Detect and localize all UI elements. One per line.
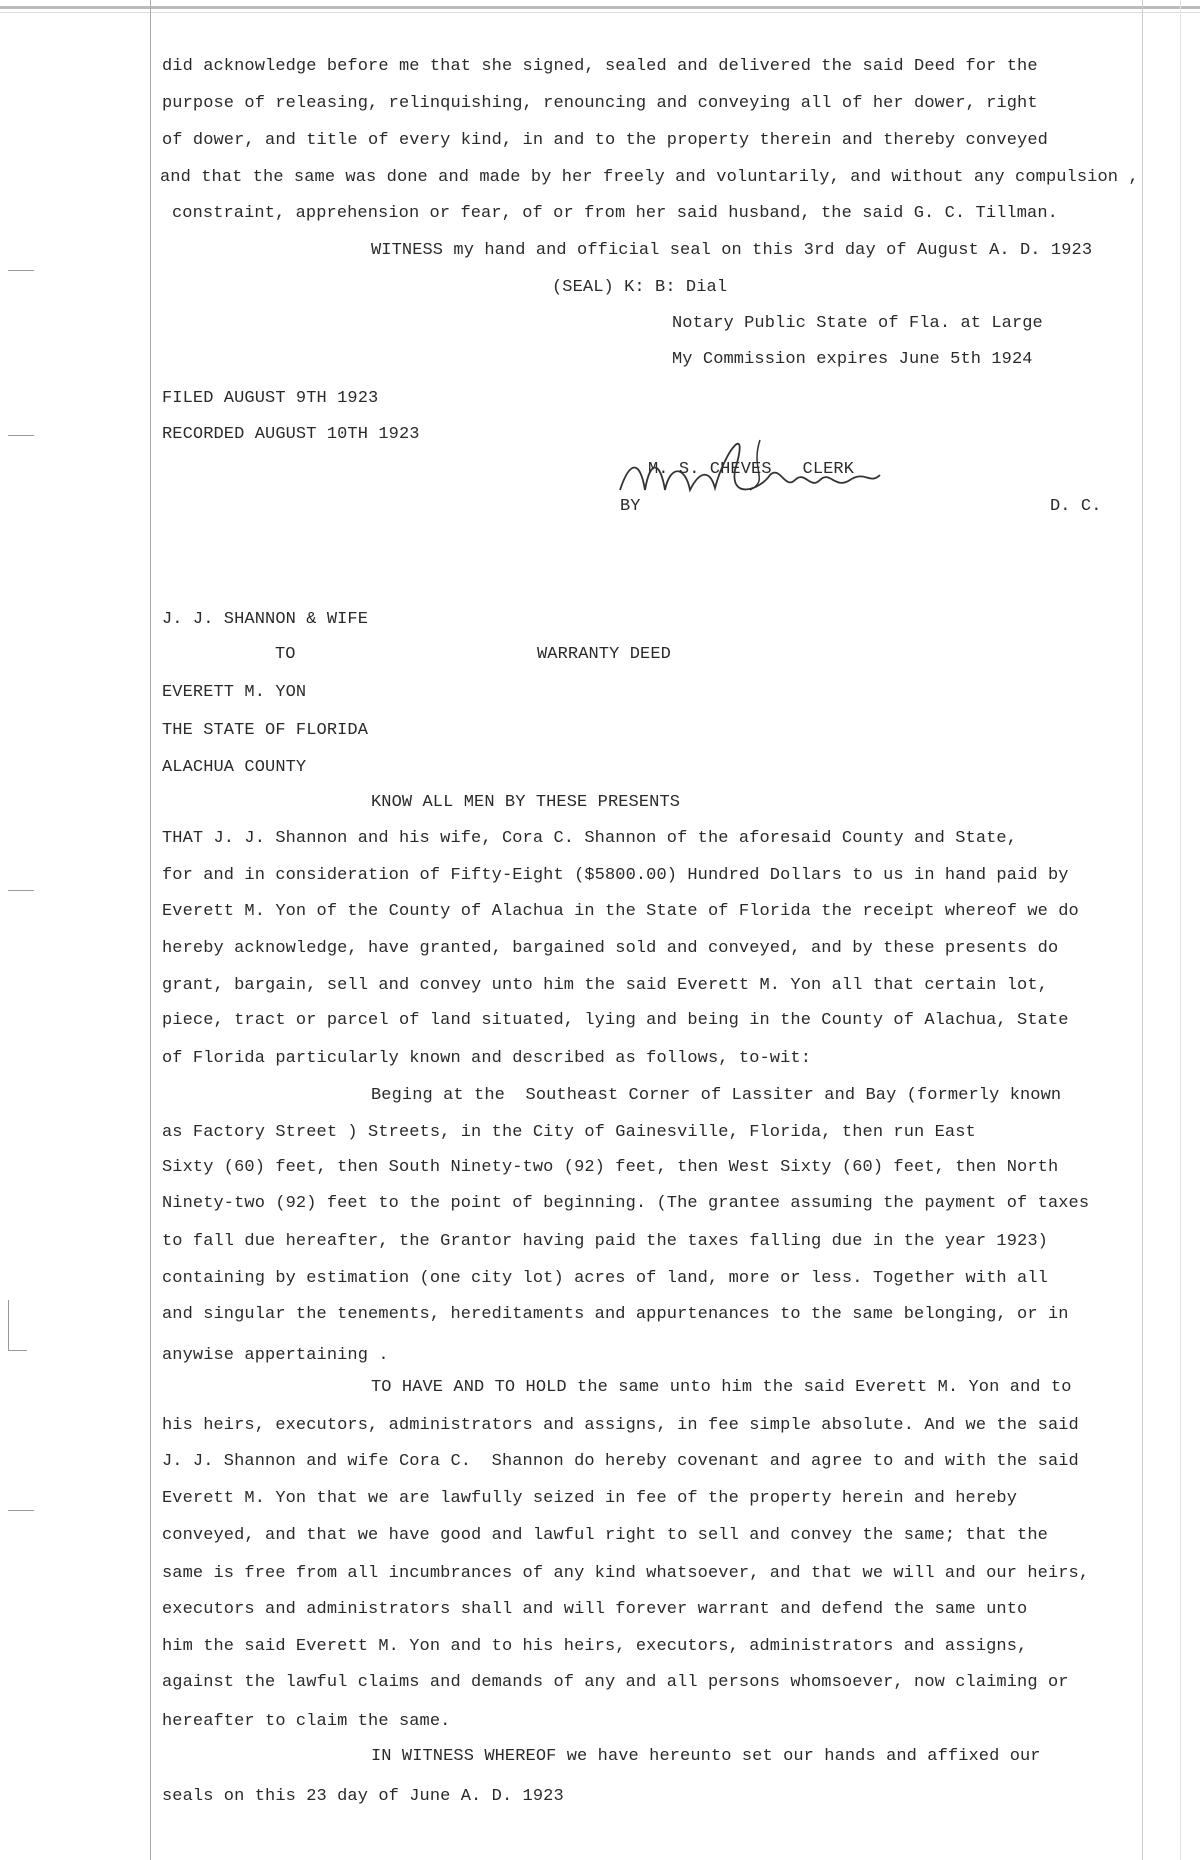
to-label: TO xyxy=(275,645,296,664)
notary-line: Notary Public State of Fla. at Large xyxy=(672,314,1043,333)
clerk-name: M. S. CHEVES CLERK xyxy=(648,460,855,479)
body-line: same is free from all incumbrances of any kind whatsoever, and that we will and our heirs, xyxy=(162,1564,1090,1583)
body-line: seals on this 23 day of June A. D. 1923 xyxy=(162,1787,564,1806)
margin-tick xyxy=(8,270,34,271)
body-line: against the lawful claims and demands of any and all persons whomsoever, now claiming or xyxy=(162,1673,1069,1692)
body-line: TO HAVE AND TO HOLD the same unto him the said Everett M. Yon and to xyxy=(371,1378,1072,1397)
county: ALACHUA COUNTY xyxy=(162,758,307,777)
deputy-clerk-label: D. C. xyxy=(1050,497,1102,516)
body-line: conveyed, and that we have good and lawful right to sell and convey the same; that the xyxy=(162,1526,1048,1545)
body-line: anywise appertaining . xyxy=(162,1346,389,1365)
state: THE STATE OF FLORIDA xyxy=(162,721,369,740)
body-line: grant, bargain, sell and convey unto him the said Everett M. Yon all that certain lot, xyxy=(162,976,1048,995)
body-line: IN WITNESS WHEREOF we have hereunto set our hands and affixed our xyxy=(371,1747,1041,1766)
top-border xyxy=(0,6,1200,9)
margin-bracket xyxy=(8,1300,27,1351)
body-line: Ninety-two (92) feet to the point of beginning. (The grantee assuming the payment of taxes xyxy=(162,1194,1090,1213)
body-line: his heirs, executors, administrators and assigns, in fee simple absolute. And we the said xyxy=(162,1416,1079,1435)
margin-tick xyxy=(8,1510,34,1511)
ack-line: of dower, and title of every kind, in and to the property therein and thereby conveyed xyxy=(162,131,1048,150)
filed-date: FILED AUGUST 9TH 1923 xyxy=(162,389,379,408)
body-line: for and in consideration of Fifty-Eight ($5800.00) Hundred Dollars to us in hand paid by xyxy=(162,866,1069,885)
body-line: hereafter to claim the same. xyxy=(162,1712,451,1731)
body-line: and singular the tenements, hereditaments and appurtenances to the same belonging, or in xyxy=(162,1305,1069,1324)
margin-tick xyxy=(8,890,34,891)
grantee: EVERETT M. YON xyxy=(162,683,307,702)
body-line: Sixty (60) feet, then South Ninety-two (92) feet, then West Sixty (60) feet, then North xyxy=(162,1158,1059,1177)
body-line: as Factory Street ) Streets, in the City of Gainesville, Florida, then run East xyxy=(162,1123,976,1142)
body-line: Everett M. Yon of the County of Alachua in the State of Florida the receipt whereof we do xyxy=(162,902,1079,921)
left-margin-line xyxy=(150,0,151,1860)
body-line: executors and administrators shall and will forever warrant and defend the same unto xyxy=(162,1600,1028,1619)
ack-line: and that the same was done and made by her freely and voluntarily, and without any compulsion , xyxy=(160,168,1139,187)
body-line: Beging at the Southeast Corner of Lassiter and Bay (formerly known xyxy=(371,1086,1062,1105)
seal-line: (SEAL) K: B: Dial xyxy=(552,278,728,297)
margin-tick xyxy=(8,435,34,436)
body-line: Everett M. Yon that we are lawfully seized in fee of the property herein and hereby xyxy=(162,1489,1018,1508)
handwritten-signature xyxy=(610,430,910,520)
grantor: J. J. SHANNON & WIFE xyxy=(162,610,369,629)
recorded-date: RECORDED AUGUST 10TH 1923 xyxy=(162,425,420,444)
ack-line: did acknowledge before me that she signed, sealed and delivered the said Deed for the xyxy=(162,57,1038,76)
body-line: THAT J. J. Shannon and his wife, Cora C. Shannon of the aforesaid County and State, xyxy=(162,829,1018,848)
body-line: hereby acknowledge, have granted, bargained sold and conveyed, and by these presents do xyxy=(162,939,1059,958)
body-line: containing by estimation (one city lot) acres of land, more or less. Together with all xyxy=(162,1269,1048,1288)
body-line: him the said Everett M. Yon and to his heirs, executors, administrators and assigns, xyxy=(162,1637,1028,1656)
deed-type: WARRANTY DEED xyxy=(537,645,671,664)
ack-line: purpose of releasing, relinquishing, renouncing and conveying all of her dower, right xyxy=(162,94,1038,113)
right-edge-line xyxy=(1180,0,1181,1860)
right-margin-line xyxy=(1142,0,1143,1860)
commission-line: My Commission expires June 5th 1924 xyxy=(672,350,1033,369)
body-line: of Florida particularly known and described as follows, to-wit: xyxy=(162,1049,812,1068)
witness-line: WITNESS my hand and official seal on this 3rd day of August A. D. 1923 xyxy=(371,241,1093,260)
top-border-thin xyxy=(0,12,1200,13)
body-line: J. J. Shannon and wife Cora C. Shannon do hereby covenant and agree to and with the said xyxy=(162,1452,1079,1471)
preamble: KNOW ALL MEN BY THESE PRESENTS xyxy=(371,793,681,812)
body-line: piece, tract or parcel of land situated, lying and being in the County of Alachua, State xyxy=(162,1011,1069,1030)
by-label: BY xyxy=(620,497,641,516)
body-line: to fall due hereafter, the Grantor having paid the taxes falling due in the year 1923) xyxy=(162,1232,1048,1251)
ack-line: constraint, apprehension or fear, of or from her said husband, the said G. C. Tillman. xyxy=(172,204,1058,223)
